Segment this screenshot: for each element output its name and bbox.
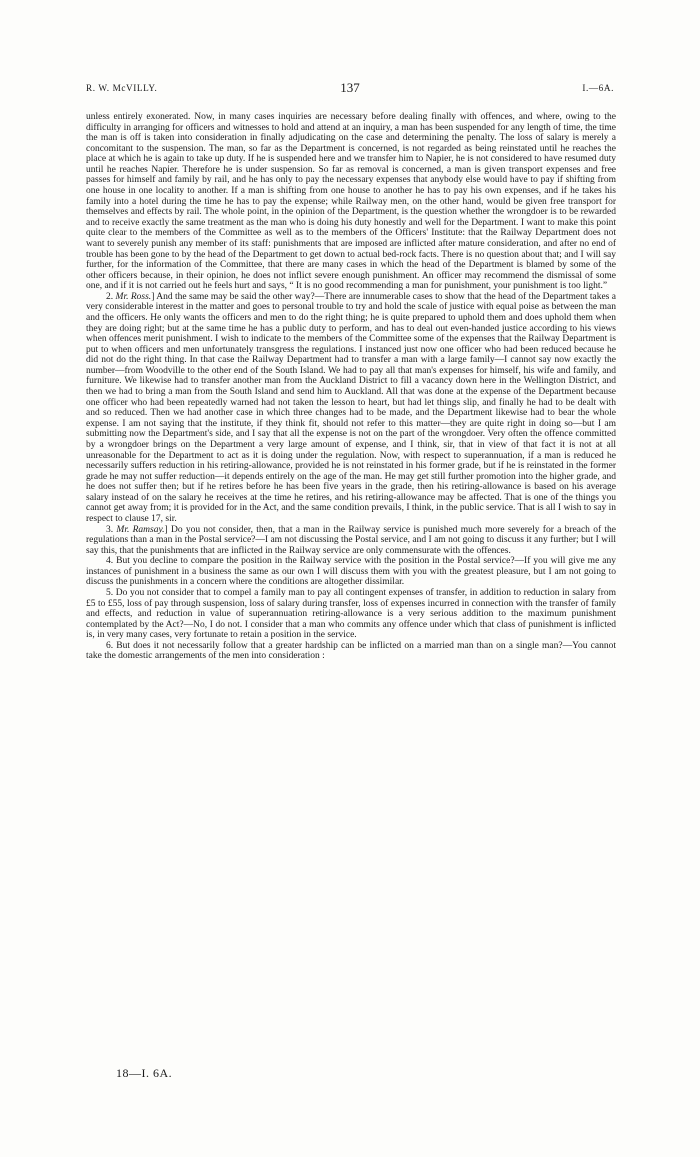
paragraph-text: And the same may be said the other way?—There are innumerable cases to show that the head of the Department takes a very considerable interest in the matter and goes to personal trouble to try and hold the scale of justice with equal poise as between the man and the officers. He only wants the officers and men to do the right thing; he is quite prepared to uphold them and does uphold them when they are doing right; but at the same time he has a public duty to perform, and has to deal out even-handed justice according to his views when offences merit punishment. I wish to indicate to the members of the Committee some of the expenses that the Railway Department is put to when officers and men unfortunately transgress the regulations. I instanced just now one officer who had been reduced because he did not do the right thing. In that case the Railway Department had to transfer a man with a large family—I cannot say now exactly the number—from Woodville to the other end of the South Island. We had to pay all that man's expenses for himself, his wife and family, and furniture. We likewise had to transfer another man from the Auckland District to fill a vacancy down here in the Wellington District, and then we had to bring a man from the South Island and send him to Auckland. All that was done at the expense of the Department because one officer who had been repeatedly warned had not taken the lesson to heart, but had let things slip, and finally he had to be dealt with and so reduced. Then we had another case in which three changes had to be made, and the Department likewise had to bear the whole expense. I am not saying that the institute, if they think fit, should not refer to this matter—they are quite right in doing so—but I am submitting now the Department's side, and I say that all the expense is not on the part of the wrongdoer. Very often the offence committed by a wrongdoer brings on the Department a very large amount of expense, and I think, sir, that in view of that fact it is not at all unreasonable for the Department to act as it is doing under the regulation. Now, with respect to superannuation, if a man is reduced he necessarily suffers reduction in his retiring-allowance, provided he is not reinstated in his former grade, but if he is reinstated in the former grade he may not suffer reduction—it depends entirely on the age of the man. He may get still further promotion into the higher grade, and he does not suffer then; but if he retires before he has been five years in the grade, then his retiring-allowance is based on his average salary instead of on the salary he receives at the time he retires, and his retiring-allowance may be affected. That is one of the things you cannot get away from; it is provided for in the Act, and the same condition prevails, I think, in the public service. That is all I wish to say in respect to clause 17, sir. (86, 291, 616, 524)
paragraph-4 (86, 556, 616, 588)
speaker-name: Mr. Ross. (115, 291, 152, 302)
paragraph-text: But you decline to compare the position in the Railway service with the position in the Postal service?—If you will give me any instances of punishment in a business the same as our own I will discuss them with you with the greatest pleasure, but I am not going to discuss the punishments in a concern where the conditions are altogether dissimilar. (86, 556, 616, 588)
document-reference: I.—6A. (582, 83, 614, 93)
paragraph-text: But does it not necessarily follow that a greater hardship can be inflicted on a married man than on a single man?—You cannot take the domestic arrangements of the men into consideration : (86, 640, 617, 662)
speaker-name: Mr. Ramsay. (116, 524, 165, 535)
question-number: 4. (106, 556, 114, 567)
page-number: 137 (340, 80, 360, 95)
paragraph-5 (86, 588, 616, 641)
paragraph-text: Do you not consider that to compel a family man to pay all contingent expenses of transfer, in addition to reduction in salary from £5 to £55, loss of pay through suspension, loss of salary during transfer, loss of expenses incurred in connection with the transfer of family and effects, and reduction in value of superannuation retiring-allowance is a very serious addition to the maximum punishment contemplated by the Act?—No, I do not. I consider that a man who commits any offence under which that class of punishment is inflicted is, in very many cases, very fortunate to retain a position in the service. (86, 588, 616, 641)
question-number: 3. (106, 524, 114, 535)
paragraph-1 (86, 112, 616, 292)
question-number: 6. (106, 640, 114, 651)
signature-mark: 18—I. 6A. (116, 1066, 173, 1080)
paragraph-3: 3. Mr. Ramsay.] Do you not consider, then, that a man in the Railway service is punished much more severely for a breach of the regulations than a man in the Postal service?—I am not discussing the Postal service, and I am not going to discuss it any further; but I will say this, that the punishments that are inflicted in the Railway service are only commensurate with the offences. (86, 524, 616, 556)
question-number: 2. (106, 291, 114, 302)
paragraph-text: unless entirely exonerated. Now, in many cases inquiries are necessary before dealing finally with offences, and where, owing to the difficulty in arranging for officers and witnesses to hold and attend at an inquiry, a man has been suspended for any length of time, the time the man is off is taken into consideration in finally adjudicating on the case and determining the penalty. The loss of salary is merely a concomitant to the suspension. The man, so far as the Department is concerned, is not regarded as being reinstated until he reaches the place at which he is again to take up duty. If he is suspended here and we transfer him to Napier, he is not considered to have resumed duty until he reaches Napier. Therefore he is under suspension. So far as removal is concerned, a man is given transport expenses and free passes for himself and family by rail, and he has only to pay the necessary expenses that anybody else would have to pay if shifting from one house in one locality to another. If a man is shifting from one house to another he has to pay his own expenses, and if he takes his family into a hotel during the time he has to pay the expense; while Railway men, on the other hand, would be given free transport for themselves and effects by rail. The whole point, in the opinion of the Department, is the question whether the wrongdoer is to be rewarded and to receive exactly the same treatment as the man who is doing his duty honestly and well for the Department. I want to make this point quite clear to the members of the Committee as well as to the members of the Officers' Institute: that the Railway Department does not want to severely punish any member of its staff: punishments that are imposed are inflicted after mature consideration, and after no end of trouble has been gone to by the head of the Department to get down to actual bed-rock facts. There is no question about that; and I will say further, for the information of the Committee, that there are many cases in which the head of the Department is blamed by some of the other officers because, in their opinion, he does not inflict severe enough punishment. An officer may recommend the dismissal of some one, and if it is not carried out he feels hurt and says, “ It is no good recommending a man for punishment, your punishment is too light.” (86, 112, 616, 292)
paragraph-6 (86, 641, 616, 662)
question-number: 5. (106, 588, 114, 599)
running-head-author: R. W. McVILLY. (86, 83, 158, 93)
paragraph-text: Do you not consider, then, that a man in the Railway service is punished much more severely for a breach of the regulations than a man in the Postal service?—I am not discussing the Postal service, and I am not going to discuss it any further; but I will say this, that the punishments that are inflicted in the Railway service are only commensurate with the offences. (86, 524, 616, 556)
paragraph-2: 2. Mr. Ross.] And the same may be said the other way?—There are innumerable cases to show that the head of the Department takes a very considerable interest in the matter and goes to personal trouble to try and hold the scale of justice with equal poise as between the man and the officers. He only wants the officers and men to do the right thing; he is quite prepared to uphold them and does uphold them when they are doing right; but at the same time he has a public duty to perform, and has to deal out even-handed justice according to his views when offences merit punishment. I wish to indicate to the members of the Committee some of the expenses that the Railway Department is put to when officers and men unfortunately transgress the regulations. I instanced just now one officer who had been reduced because he did not do the right thing. In that case the Railway Department had to transfer a man with a large family—I cannot say now exactly the number—from Woodville to the other end of the South Island. We had to pay all that man's expenses for himself, his wife and family, and furniture. We likewise had to transfer another man from the Auckland District to fill a vacancy down here in the Wellington District, and then we had to bring a man from the South Island and send him to Auckland. All that was done at the expense of the Department because one officer who had been repeatedly warned had not taken the lesson to heart, but had let things slip, and finally he had to be dealt with and so reduced. Then we had another case in which three changes had to be made, and the Department likewise had to bear the whole expense. I am not saying that the institute, if they think fit, should not refer to this matter—they are quite right in doing so—but I am submitting now the Department's side, and I say that all the expense is not on the part of the wrongdoer. Very often the offence committed by a wrongdoer brings on the Department a very large amount of expense, and I think, sir, that in view of that fact it is not at all unreasonable for the Department to act as it is doing under the regulation. Now, with respect to superannuation, if a man is reduced he necessarily suffers reduction in his retiring-allowance, provided he is not reinstated in his former grade, but if he is reinstated in the former grade he may not suffer reduction—it depends entirely on the age of the man. He may get still further promotion into the higher grade, and he does not suffer then; but if he retires before he has been five years in the grade, then his retiring-allowance is based on his average salary instead of on the salary he receives at the time he retires, and his retiring-allowance may be affected. That is one of the things you cannot get away from; it is provided for in the Act, and the same condition prevails, I think, in the public service. That is all I wish to say in respect to clause 17, sir. (86, 291, 616, 524)
page-header (86, 81, 614, 97)
body-text (86, 112, 616, 662)
